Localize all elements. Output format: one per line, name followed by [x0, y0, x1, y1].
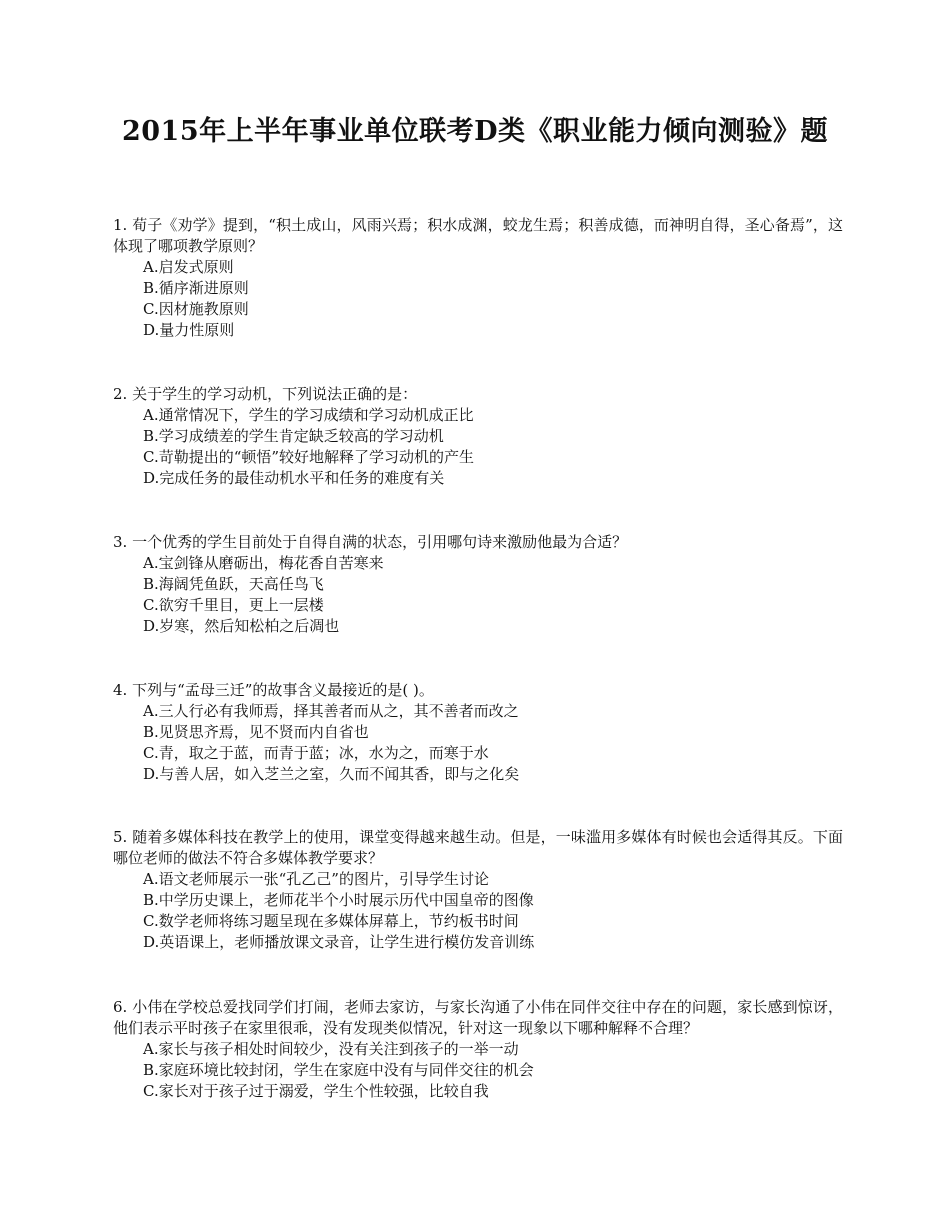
option-b: B.学习成绩差的学生肯定缺乏较高的学习动机: [143, 427, 444, 445]
option-c: C.数学老师将练习题呈现在多媒体屏幕上，节约板书时间: [143, 912, 519, 930]
option-d: D.完成任务的最佳动机水平和任务的难度有关: [143, 469, 445, 487]
question-5: [113, 827, 843, 953]
question-2: [113, 384, 843, 489]
option-d: D.与善人居，如入芝兰之室，久而不闻其香，即与之化矣: [143, 765, 520, 783]
option-list: [113, 1039, 843, 1102]
question-stem: 3. 一个优秀的学生目前处于自得自满的状态，引用哪句诗来激励他最为合适？: [113, 533, 628, 551]
question-1: [113, 215, 843, 341]
option-c: C.青，取之于蓝，而青于蓝；冰，水为之，而寒于水: [143, 744, 489, 762]
option-c: C.欲穷千里目，更上一层楼: [143, 596, 324, 614]
option-a: A.启发式原则: [143, 258, 234, 276]
question-stem: 5. 随着多媒体科技在教学上的使用，课堂变得越来越生动。但是，一味滥用多媒体有时候也会适得其反。下面哪位老师的做法不符合多媒体教学要求？: [113, 828, 843, 867]
option-d: D.英语课上，老师播放课文录音，让学生进行模仿发音训练: [143, 933, 535, 951]
option-b: B.海阔凭鱼跃，天高任鸟飞: [143, 575, 324, 593]
option-d: D.量力性原则: [143, 321, 235, 339]
question-6: [113, 997, 843, 1102]
question-3: [113, 532, 843, 637]
option-b: B.中学历史课上，老师花半个小时展示历代中国皇帝的图像: [143, 891, 534, 909]
option-list: [113, 257, 843, 341]
option-list: [113, 869, 843, 953]
option-b: B.循序渐进原则: [143, 279, 249, 297]
option-a: A.通常情况下，学生的学习成绩和学习动机成正比: [143, 406, 474, 424]
option-a: A.三人行必有我师焉，择其善者而从之，其不善者而改之: [143, 702, 519, 720]
document-title: 2015年上半年事业单位联考D类《职业能力倾向测验》题: [121, 116, 829, 147]
question-stem: 2. 关于学生的学习动机，下列说法正确的是：: [113, 385, 418, 403]
question-4: [113, 680, 843, 785]
option-a: A.宝剑锋从磨砺出，梅花香自苦寒来: [143, 554, 384, 572]
question-stem: 4. 下列与“孟母三迁”的故事含义最接近的是( )。: [113, 681, 434, 699]
option-c: C.因材施教原则: [143, 300, 249, 318]
option-list: [113, 405, 843, 489]
option-list: [113, 701, 843, 785]
option-c: C.家长对于孩子过于溺爱，学生个性较强，比较自我: [143, 1082, 489, 1100]
option-list: [113, 553, 843, 637]
option-a: A.家长与孩子相处时间较少，没有关注到孩子的一举一动: [143, 1040, 519, 1058]
option-a: A.语文老师展示一张“孔乙己”的图片，引导学生讨论: [143, 870, 489, 888]
question-stem: 6. 小伟在学校总爱找同学们打闹，老师去家访，与家长沟通了小伟在同伴交往中存在的问题，家长感到惊讶，他们表示平时孩子在家里很乖，没有发现类似情况，针对这一现象以下哪种解释不合理？: [113, 998, 843, 1037]
option-d: D.岁寒，然后知松柏之后凋也: [143, 617, 340, 635]
option-b: B.家庭环境比较封闭，学生在家庭中没有与同伴交往的机会: [143, 1061, 534, 1079]
option-c: C.苛勒提出的“顿悟”较好地解释了学习动机的产生: [143, 448, 475, 466]
question-stem: 1. 荀子《劝学》提到，“积土成山，风雨兴焉；积水成渊，蛟龙生焉；积善成德，而神明自得，圣心备焉”，这体现了哪项教学原则？: [113, 216, 843, 255]
option-b: B.见贤思齐焉，见不贤而内自省也: [143, 723, 369, 741]
